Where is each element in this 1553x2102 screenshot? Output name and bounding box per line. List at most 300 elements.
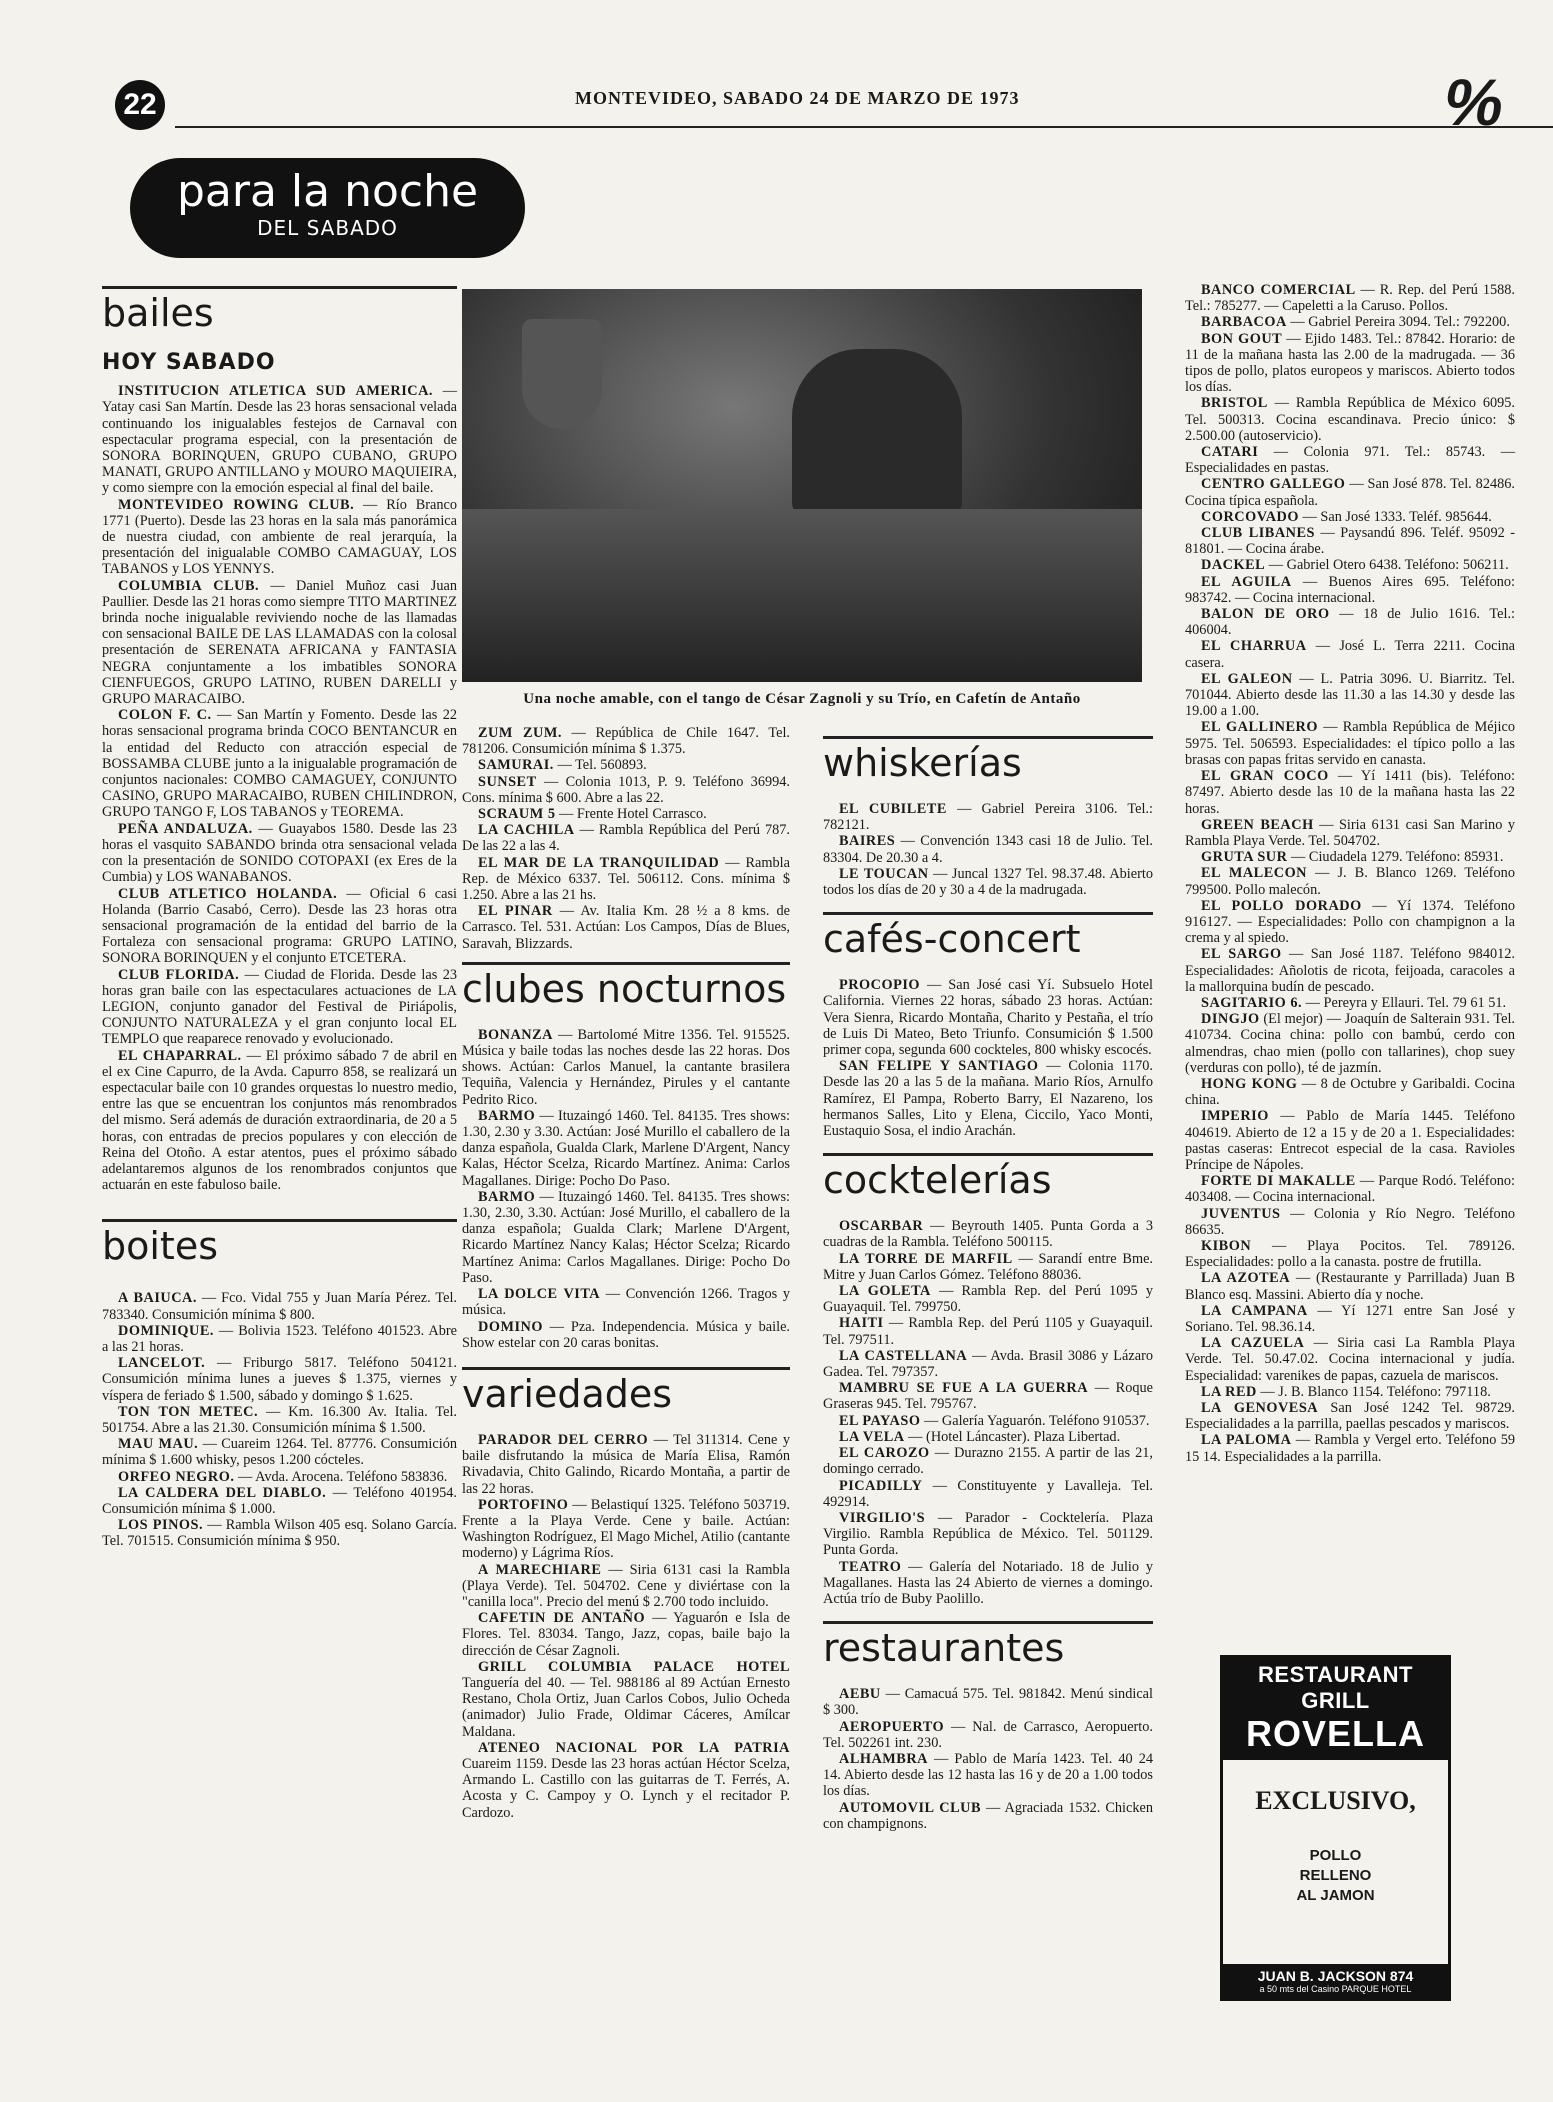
ad-line-3: EXCLUSIVO, [1255,1786,1416,1815]
clubes-list [462,1027,790,1351]
listing-entry [823,1800,1153,1832]
listing-text: — 8 de Octubre y Garibaldi. Cocina china. [1185,1075,1516,1109]
listing-name: HAITI [839,1315,884,1332]
listing-entry [462,822,790,854]
listing-name: DOMINIQUE. [118,1322,214,1339]
listing-name: SAMURAI. [478,757,554,774]
listing-text: — Colonia 1013, P. 9. Teléfono 36994. Cons. mínima $ 600. Abre a las 22. [462,773,790,806]
listing-text: — Pablo de María 1445. Teléfono 404619. Abierto de 12 a 15 y de 20 a 1. Especialidades: pastas caseras: Entrecot especial de la casa. Ravioles Príncipe de Nápoles. [1185,1108,1515,1173]
listing-text: — Siria casi La Rambla Playa Verde. Tel. 50.47.02. Cocina internacional y judía. Especialidad: varenikes de papas, cazuela de mariscos. [1185,1335,1515,1384]
listing-name: LA AZOTEA [1201,1270,1291,1287]
listing-entry [823,1413,1153,1429]
listing-entry [1185,557,1515,573]
listing-entry [823,833,1153,865]
listing-text: — Buenos Aires 695. Teléfono: 983742. — Cocina internacional. [1185,573,1516,606]
listing-text: — Siria 6131 casi San Marino y Rambla Playa Verde. Tel. 504702. [1185,816,1515,849]
listing-entry [1185,719,1515,768]
listing-name: LA CACHILA [478,822,575,839]
listing-entry [1185,946,1515,995]
listing-entry [462,855,790,904]
listing-name: EL AGUILA [1201,573,1292,590]
ad-note: a 50 mts del Casino PARQUE HOTEL [1259,1984,1412,1994]
listing-text: — El próximo sábado 7 de abril en el ex Cine Capurro, de la Avda. Capurro 858, se realizará un espectacular baile con 10 grandes orquestas lo nuestro medio, entre las que se encuentran los conjuntos más renombrados del mismo. Será además de duración extraordinaria, de 20 a 5 horas, con entradas de precios populares y con elección de Reina del Otoño. A estar atentos, pues el próximo sábado adelantaremos algunos de los renombrados conjuntos que actuarán en este fabuloso baile. [102,1047,457,1194]
listing-text: — Convención 1266. Tragos y música. [462,1286,791,1319]
listing-text: — Nal. de Carrasco, Aeropuerto. Tel. 502261 int. 230. [823,1718,1153,1751]
listing-entry [823,977,1153,1058]
boites-cont-list [462,725,790,952]
listing-name: CATARI [1201,444,1259,461]
listing-text: — Rambla Wilson 405 esq. Solano García. Tel. 701515. Consumición mínima $ 950. [102,1517,458,1550]
listing-name: CENTRO GALLEGO [1201,476,1346,493]
boites-list [102,1290,457,1549]
listing-entry [1185,444,1515,476]
listing-name: EL GALEON [1201,670,1293,687]
listing-text: — Pza. Independencia. Música y baile. Show estelar con 20 caras bonitas. [462,1318,790,1351]
listing-entry [823,1283,1153,1315]
listing-entry [462,806,790,822]
listing-entry [1185,1108,1515,1173]
listing-text: — R. Rep. del Perú 1588. Tel.: 785277. — Capeletti a la Caruso. Pollos. [1185,282,1515,315]
listing-entry [1185,314,1515,330]
listing-name: EL MAR DE LA TRANQUILIDAD [478,854,720,871]
listing-entry [823,866,1153,898]
listing-text: — Oficial 6 casi Holanda (Barrio Casabó, Cerro). Desde las 23 horas otra sensacional programación de la entidad del barrio de la Fortaleza con sensacional programa: GRUPO LATINO, SONORA BORINQUEN y el conjunto ETCETERA. [102,885,457,967]
ad-line-2: ROVELLA [1223,1714,1448,1760]
listing-entry [102,707,457,820]
listing-text: — (Hotel Láncaster). Plaza Libertad. [904,1428,1121,1445]
listing-entry [102,967,457,1048]
listing-entry [102,1485,457,1517]
listing-name: EL CHARRUA [1201,638,1307,655]
listing-entry [1185,509,1515,525]
rovella-ad [1220,1655,1451,2001]
listing-entry [462,1189,790,1286]
section-banner [130,158,525,258]
listing-name: LA DOLCE VITA [478,1286,601,1303]
listing-entry [102,1290,457,1322]
listing-entry [1185,1400,1515,1432]
listing-text: — Frente Hotel Carrasco. [555,806,707,823]
listing-entry [823,1348,1153,1380]
listing-text: — Rambla Rep. del Perú 1095 y Guayaquil. Tel. 799750. [823,1283,1153,1316]
corner-logo: % [1438,65,1511,139]
listing-name: VIRGILIO'S [839,1509,926,1526]
listing-name: DINGJO [1201,1011,1260,1028]
listing-entry [462,1497,790,1562]
photo-band-shape [792,349,962,519]
listing-name: LA GOLETA [839,1283,931,1300]
listing-entry [1185,1173,1515,1205]
listing-text: — Cuareim 1264. Tel. 87776. Consumición mínima $ 1.600 whisky, pesos 1.200 cócteles. [102,1436,458,1469]
listing-name: DACKEL [1201,557,1266,574]
cocktelerias-heading: cocktelerías [823,1153,1153,1202]
listing-name: LA RED [1201,1383,1257,1400]
listing-name: SAGITARIO 6. [1201,994,1303,1011]
listing-text: — Rambla República del Perú 787. De las 22 a las 4. [462,822,790,855]
listing-name: PICADILLY [839,1477,923,1494]
listing-entry [1185,638,1515,670]
listing-entry [462,774,790,806]
listing-entry [462,1286,790,1318]
listing-entry [823,1380,1153,1412]
boites-heading: boites [102,1219,457,1268]
listing-entry [823,1251,1153,1283]
listing-name: PORTOFINO [478,1496,569,1513]
listing-text: — Ejido 1483. Tel.: 87842. Horario: de 11 de la mañana hasta las 2.00 de la madrugada. — 36 tipos de pollo, platos europeos y mariscos. Abierto todos los días. [1185,330,1515,396]
listing-text: — Ciudad de Florida. Desde las 23 horas gran baile con las espectaculares actuaciones de LA LEGION, conjunto ganador del Festival de Piriápolis, CONJUNTO NATURALEZA y el gran conjunto local EL TEMPLO que reaparece renovado y evolucionado. [102,966,457,1048]
listing-entry [1185,331,1515,396]
listing-text: — Convención 1343 casi 18 de Julio. Tel. 83304. De 20.30 a 4. [823,833,1153,866]
listing-text: — Rambla República de México 6095. Tel. 500313. Cocina escandinava. Precio único: $ 2.500.00 (autoservicio). [1185,395,1515,444]
listing-entry [102,497,457,578]
bailes-subheading: HOY SABADO [102,350,276,375]
listing-entry [1185,1432,1515,1464]
ad-address: JUAN B. JACKSON 874 [1257,1968,1414,1984]
clubes-heading: clubes nocturnos [462,962,790,1011]
listing-text: — Pablo de María 1423. Tel. 40 24 14. Abierto desde las 12 hasta las 16 y de 20 a 1.00 todos los días. [823,1750,1153,1800]
banner-subtitle: DEL SABADO [257,216,398,240]
listing-name: EL PAYASO [839,1412,921,1429]
listing-text: — Playa Pocitos. Tel. 789126. Especialidades: pollo a la canasta. postre de frutilla. [1185,1237,1515,1271]
listing-name: BONANZA [478,1026,553,1043]
listing-name: GRILL COLUMBIA PALACE HOTEL [478,1658,790,1675]
listing-name: LA CAMPANA [1201,1302,1308,1319]
listing-name: GRUTA SUR [1201,849,1288,866]
ad-footer [1223,1964,1448,1998]
listing-name: SUNSET [478,773,537,790]
listing-text: — San José casi Yí. Subsuelo Hotel California. Viernes 22 horas, sábado 23 horas. Actúan: Vera Sienra, Ricardo Montaña, Charito y Pestaña, el trío de Luis Di Mateo, Beto Triunfo. Consumición $ 1.500 primer copa, segunda 600 cockteles, 800 whisky escocés. [823,977,1153,1059]
listing-text: — J. B. Blanco 1269. Teléfono 799500. Pollo malecón. [1185,865,1515,898]
listing-text: — Constituyente y Lavalleja. Tel. 492914. [823,1477,1153,1510]
listing-text: — Rambla y Vergel erto. Teléfono 59 15 14. Especialidades a la parrilla. [1185,1432,1515,1465]
listing-text: — Parador - Cocktelería. Plaza Virgilio. Rambla República de México. Tel. 501129. Punta Gorda. [823,1509,1153,1559]
listing-entry [462,1562,790,1611]
listing-name: BARMO [478,1107,536,1124]
listing-name: LA PALOMA [1201,1432,1292,1449]
listing-name: LA TORRE DE MARFIL [839,1250,1013,1267]
bailes-heading: bailes [102,286,457,335]
listing-name: SAN FELIPE Y SANTIAGO [839,1058,1039,1075]
listing-text: Tanguería del 40. — Tel. 988186 al 89 Actúan Ernesto Restano, Chola Ortiz, Juan Carlos Cobos, Julio Ocheda (animador) Julio Frade, Oldimar Cáceres, Amílcar Maldana. [462,1674,790,1740]
listing-text: — Gabriel Pereira 3106. Tel.: 782121. [823,801,1154,834]
listing-name: TON TON METEC. [118,1403,259,1420]
column-1 [102,280,457,1550]
listing-text: — Juncal 1327 Tel. 98.37.48. Abierto todos los días de 20 y 30 a 4 de la madrugada. [823,865,1153,899]
cocktelerias-list [823,1218,1153,1607]
listing-text: — Río Branco 1771 (Puerto). Desde las 23 horas en la sala más panorámica de nuestra ciudad, con ambiente de real jerarquía, la presentación del inigualable COMBO CAMAGUAY, LOS TABANOS y LOS YENNYS. [102,496,458,578]
listing-entry [1185,606,1515,638]
listing-entry [823,1445,1153,1477]
dateline: MONTEVIDEO, SABADO 24 DE MARZO DE 1973 [575,88,1020,108]
listing-text: — Colonia y Río Negro. Teléfono 86635. [1185,1205,1515,1238]
listing-entry [462,1740,790,1821]
listing-entry [462,1319,790,1351]
listing-name: LA GENOVESA [1201,1400,1319,1417]
listing-name: BANCO COMERCIAL [1201,282,1356,298]
listing-entry [1185,995,1515,1011]
listing-text: — (Restaurante y Parrillada) Juan B Blanco esq. Massini. Abierto día y noche. [1185,1270,1515,1303]
listing-text: — Durazno 2155. A partir de las 21, domingo cerrado. [823,1445,1153,1478]
column-3 [823,730,1153,1832]
listing-text: — Km. 16.300 Av. Italia. Tel. 501754. Abre a las 21.30. Consumición mínima $ 1.500. [102,1403,457,1436]
listing-name: DOMINO [478,1318,543,1335]
photo-lamp-shape [522,319,602,429]
listing-text: — 18 de Julio 1616. Tel.: 406004. [1185,606,1515,639]
listing-text: — Pereyra y Ellauri. Tel. 79 61 51. [1302,994,1507,1011]
listing-text: — Paysandú 896. Teléf. 95092 - 81801. — Cocina árabe. [1185,525,1515,558]
listing-name: OSCARBAR [839,1218,924,1235]
listing-entry [1185,1335,1515,1384]
listing-text: — Daniel Muñoz casi Juan Paullier. Desde las 21 horas como siempre TITO MARTINEZ brinda noche inigualable reviviendo noche de las llamadas con sensacional BAILE DE LAS LLAMADAS con la colosal presentación de SERENATA AFRICANA y FANTASIA NEGRA conjuntamente a los imbatibles SONORA CIENFUEGOS, GRUPO LATINO, RUBEN DARELLI y GRUPO MARACAIBO. [102,577,457,708]
listing-entry [102,383,457,496]
listing-entry [1185,1206,1515,1238]
listing-name: BRISTOL [1201,395,1268,412]
listing-text: — Guayabos 1580. Desde las 23 horas el vasquito SABANDO brinda otra sensacional velada con la presentación de SONIDO COTOPAXI (ex Eres de la Cumbia) y LOS WANABANOS. [102,820,457,886]
listing-text: — Friburgo 5817. Teléfono 504121. Consumición mínima lunes a jueves $ 1.375, viernes y víspera de feriado $ 1.500, sábado y domingo $ 1.625. [102,1355,457,1404]
listing-entry [1185,898,1515,947]
listing-name: A MARECHIARE [478,1561,602,1578]
listing-name: MAMBRU SE FUE A LA GUERRA [839,1380,1089,1397]
listing-entry [823,1719,1153,1751]
listing-name: CLUB ATLETICO HOLANDA. [118,885,338,902]
listing-name: BAIRES [839,833,896,850]
listing-name: AEROPUERTO [839,1718,945,1735]
listing-entry [1185,1384,1515,1400]
listing-entry [823,1478,1153,1510]
listing-entry [102,1436,457,1468]
listing-entry [1185,395,1515,444]
listing-entry [1185,1270,1515,1302]
listing-text: — Yí 1411 (bis). Teléfono: 87497. Abierto desde las 10 de la mañana hasta las 22 horas. [1185,768,1515,817]
listing-text: — Belastiquí 1325. Teléfono 503719. Frente a la Playa Verde. Cene y baile. Actúan: Washington Rodríguez, El Mago Michel, Atilio (cantante moderno) y Lágrima Ríos. [462,1496,790,1562]
listing-entry [462,903,790,952]
listing-entry [823,1686,1153,1718]
listing-name: ATENEO NACIONAL POR LA PATRIA [478,1739,790,1756]
listing-text: — Rambla Rep. del Perú 1105 y Guayaquil. Tel. 797511. [823,1315,1153,1348]
listing-text: — Roque Graseras 945. Tel. 795767. [823,1380,1153,1413]
column-2 [462,725,790,1821]
listing-name: BALON DE ORO [1201,606,1330,623]
listing-text: — Galería Yaguarón. Teléfono 910537. [920,1412,1150,1429]
listing-entry [102,578,457,708]
listing-name: PARADOR DEL CERRO [478,1431,649,1448]
cafes-heading: cafés-concert [823,912,1153,961]
listing-name: HONG KONG [1201,1075,1298,1092]
listing-entry [823,1058,1153,1139]
listing-name: CLUB FLORIDA. [118,966,240,983]
listing-entry [823,1218,1153,1250]
listing-name: LOS PINOS. [118,1517,204,1534]
header-rule [175,126,1553,128]
listing-entry [1185,865,1515,897]
listing-text: — Ituzaingó 1460. Tel. 84135. Tres shows: 1.30, 2.30 y 3.30. Actúan: José Murillo el caballero de la danza española, Gualda Clark, Marlene D'Argent, Nancy Kalas, Héctor Scelza, Ricardo Martínez. Anima: Carlos Magallanes. Dirige: Pocho Do Paso. [462,1107,790,1189]
listing-name: KIBON [1201,1237,1252,1254]
listing-name: A BAIUCA. [118,1290,197,1307]
listing-text: — Rambla República de Méjico 5975. Tel. 506593. Especialidades: el típico pollo a las brasas con papas fritas servido en canasta. [1185,719,1515,768]
listing-text: — Yí 1271 entre San José y Soriano. Tel. 98.36.14. [1185,1302,1515,1335]
listing-text: Cuareim 1159. Desde las 23 horas actúan Héctor Scelza, Armando L. Castillo con las guitarras de T. Ferrés, A. Acosta y C. Campoy y O. Lynch y el recitador P. Cardozo. [462,1755,790,1821]
listing-entry [1185,282,1515,314]
page-number: 22 [115,80,165,130]
listing-name: EL CUBILETE [839,801,947,817]
listing-entry [1185,476,1515,508]
listing-entry [1185,1238,1515,1270]
listing-name: EL POLLO DORADO [1201,897,1362,914]
photo [462,289,1142,682]
whiskerias-list [823,801,1153,898]
listing-text: — Parque Rodó. Teléfono: 403408. — Cocina internacional. [1185,1173,1515,1206]
listing-text: — Ituzaingó 1460. Tel. 84135. Tres shows: 1.30, 2.30, 3.30. Actúan: José Murillo, el caballero de la danza española; Gualda Clark; Marlene D'Argent, Ricardo Martínez Nancy Kalas; Héctor Scelza; Ricardo Martínez Anima: Carlos Magallanes. Dirige: Pocho Do Paso. [462,1188,790,1286]
listing-entry [1185,849,1515,865]
listing-entry [1185,768,1515,817]
variedades-heading: variedades [462,1367,790,1416]
listing-entry [823,1510,1153,1559]
listing-name: INSTITUCION ATLETICA SUD AMERICA. [118,383,434,400]
listing-text: — San José 1333. Teléf. 985644. [1298,508,1492,525]
listing-text: — Siria 6131 casi la Rambla (Playa Verde). Tel. 504702. Cene y diviértase con la "canilla loca". Precio del menú $ 2.700 todo incluido. [462,1561,791,1610]
listing-text: — San José 878. Tel. 82486. Cocina típica española. [1185,476,1515,509]
listing-text: — Tel. 560893. [553,757,647,774]
listing-text: — Beyrouth 1405. Punta Gorda a 3 cuadras de la Rambla. Teléfono 500115. [823,1218,1153,1251]
listing-name: MAU MAU. [118,1436,199,1453]
listing-text: — Yí 1374. Teléfono 916127. — Especialidades: Pollo con champignon a la crema y al spiedo. [1185,897,1515,947]
whiskerias-heading: whiskerías [823,736,1153,785]
listing-name: TEATRO [839,1558,902,1575]
listing-entry [1185,817,1515,849]
listing-text: — Avda. Brasil 3086 y Lázaro Gadea. Tel. 797357. [823,1347,1153,1381]
listing-name: EL GALLINERO [1201,719,1318,736]
cafes-list [823,977,1153,1139]
photo-audience-shape [462,509,1142,682]
listing-name: ALHAMBRA [839,1750,928,1767]
restaurantes-cont-list [1185,282,1515,1465]
listing-text: — José L. Terra 2211. Cocina casera. [1185,638,1515,671]
listing-text: — San José 1187. Teléfono 984012. Especialidades: Añolotis de ricota, feijoada, caracoles a la mallorquina budín de pescado. [1185,946,1515,995]
listing-entry [102,1355,457,1404]
listing-entry [1185,1076,1515,1108]
listing-entry [823,1315,1153,1347]
listing-text: (El mejor) — Joaquín de Salterain 931. Tel. 410734. Cocina china: pollo con bambú, cerdo con almendras, chao mien (pollo con tallarines), chop suey (verduras con pollo), té de jazmín. [1185,1011,1515,1076]
listing-entry [823,1429,1153,1445]
listing-name: PROCOPIO [839,977,921,994]
listing-entry [1185,671,1515,720]
listing-entry [462,725,790,757]
restaurantes-list [823,1686,1153,1832]
listing-name: EL MALECON [1201,865,1308,882]
listing-entry [102,1323,457,1355]
listing-text: — Rambla Rep. de México 6337. Tel. 506112. Cons. mínima $ 1.250. Abre a las 21 hs. [462,854,790,904]
listing-entry [462,757,790,773]
listing-text: — Gabriel Pereira 3094. Tel.: 792200. [1286,314,1510,331]
listing-text: — Avda. Arocena. Teléfono 583836. [234,1468,448,1485]
listing-name: BARMO [478,1188,536,1205]
listing-text: — Teléfono 401954. Consumición mínima $ 1.000. [102,1484,457,1517]
listing-text: — Agraciada 1532. Chicken con champignons. [823,1799,1154,1832]
listing-entry [102,1517,457,1549]
banner-title: para la noche [176,166,479,217]
listing-text: — San Martín y Fomento. Desde las 22 horas sensacional programa brinda COCO BENTANCUR en la entidad del Reducto con atracción especial de BOSSAMBA CLUBE junto a la inigualable programación de conjuntos nacionales: COMBO CAMAGUEY, CONJUNTO CASINO, GRUPO MARACAIBO, RUBEN CHILINDRON, GRUPO TANGO F, LOS TABANOS y TEOREMA. [102,707,458,821]
listing-text: — Yatay casi San Martín. Desde las 23 horas sensacional velada continuando los inigualables festejos de Carnaval con espectacular programa especial, con la presentación de SONORA BORINQUEN, GRUPO CUBANO, GRUPO MANATI, GRUPO ANTILLANO y MOURO MAQUIEIRA, y como siempre con la emoción especial al final del baile. [102,383,457,497]
listing-entry [462,1027,790,1108]
listing-name: COLON F. C. [118,707,212,724]
listing-text: — Colonia 971. Tel.: 85743. — Especialidades en pastas. [1185,444,1515,477]
bailes-list [102,383,457,1193]
listing-entry [102,886,457,967]
listing-name: LE TOUCAN [839,865,929,882]
listing-name: IMPERIO [1201,1108,1269,1125]
ad-menu [1223,1846,1448,1906]
listing-entry [1185,1303,1515,1335]
listing-entry [462,1610,790,1659]
ad-line-5: RELLENO [1299,1867,1372,1884]
listing-name: GREEN BEACH [1201,816,1314,833]
photo-caption: Una noche amable, con el tango de César Zagnoli y su Trío, en Cafetín de Antaño [523,691,1081,707]
listing-text: — Bolivia 1523. Teléfono 401523. Abre a las 21 horas. [102,1322,457,1355]
listing-text: — Tel 311314. Cene y baile disfrutando la música de María Elisa, Ramón Rivadavia, Chito Galindo, Ricardo Montaña, a partir de las 22 horas. [462,1431,790,1497]
listing-entry [1185,1011,1515,1076]
restaurantes-heading: restaurantes [823,1621,1153,1670]
listing-text: — Sarandí entre Bme. Mitre y Juan Carlos Gómez. Teléfono 88036. [823,1250,1153,1283]
listing-name: JUVENTUS [1201,1205,1281,1222]
listing-name: ZUM ZUM. [478,725,562,741]
listing-text: — Gabriel Otero 6438. Teléfono: 506211. [1265,557,1509,574]
ad-line-4: POLLO [1309,1847,1362,1864]
listing-entry [823,801,1153,833]
listing-name: EL CHAPARRAL. [118,1047,242,1064]
listing-name: BON GOUT [1201,330,1283,347]
listing-name: AEBU [839,1686,881,1703]
column-4 [1185,282,1515,1465]
listing-text: — Av. Italia Km. 28 ½ a 8 kms. de Carrasco. Tel. 531. Actúan: Los Campos, Días de Blues, Saravah, Blizzards. [462,903,790,952]
listing-name: ORFEO NEGRO. [118,1468,235,1485]
listing-text: — Colonia 1170. Desde las 20 a las 5 de la mañana. Mario Ríos, Arnulfo Ramírez, El Pampa, Roberto Barry, El Nazareno, los hermanos Salles, Lito y Elena, Ciccilo, Yaco Monti, Eustaquio Sosa, el indio Arachán. [823,1058,1153,1140]
listing-name: EL SARGO [1201,946,1282,963]
listing-name: AUTOMOVIL CLUB [839,1799,982,1816]
listing-text: — Fco. Vidal 755 y Juan María Pérez. Tel. 783340. Consumición mínima $ 800. [102,1290,457,1323]
listing-entry [462,1432,790,1497]
listing-name: LA CASTELLANA [839,1347,968,1364]
listing-entry [102,821,457,886]
listing-name: LANCELOT. [118,1355,206,1372]
listing-name: MONTEVIDEO ROWING CLUB. [118,496,355,513]
listing-entry [102,1469,457,1485]
listing-name: EL GRAN COCO [1201,768,1329,785]
listing-text: San José 1242 Tel. 98729. Especialidades a la parrilla, paellas pescados y mariscos. [1185,1400,1516,1433]
listing-text: — J. B. Blanco 1154. Teléfono: 797118. [1256,1383,1491,1400]
listing-entry [462,1659,790,1740]
listing-text: — Galería del Notariado. 18 de Julio y Magallanes. Hasta las 24 Abierto de viernes a domingo. Actúa trío de Buby Paolillo. [823,1558,1153,1607]
page-header [115,65,1511,140]
listing-name: LA VELA [839,1428,905,1445]
listing-name: LA CALDERA DEL DIABLO. [118,1484,327,1501]
listing-text: — Bartolomé Mitre 1356. Tel. 915525. Música y baile todas las noches desde las 22 horas. Dos shows. Actúan: Carlos Manuel, la cantante brasilera Tequiña, Valencia y Hernández, Pirules y el cantante Pedrito Rico. [462,1026,790,1108]
listing-name: EL PINAR [478,903,553,920]
listing-entry [102,1048,457,1194]
listing-name: CAFETIN DE ANTAÑO [478,1610,646,1627]
listing-name: FORTE DI MAKALLE [1201,1173,1356,1190]
listing-name: LA CAZUELA [1201,1335,1305,1352]
listing-name: SCRAUM 5 [478,806,556,823]
listing-entry [823,1751,1153,1800]
listing-name: PEÑA ANDALUZA. [118,820,253,837]
listing-entry [462,1108,790,1189]
ad-line-6: AL JAMON [1296,1887,1375,1904]
listing-entry [102,1404,457,1436]
listing-text: — L. Patria 3096. U. Biarritz. Tel. 701044. Abierto desde las 11.30 a las 14.30 y desde las 19.00 a 1.00. [1185,670,1515,720]
listing-name: BARBACOA [1201,314,1287,331]
listing-entry [1185,525,1515,557]
variedades-list [462,1432,790,1821]
